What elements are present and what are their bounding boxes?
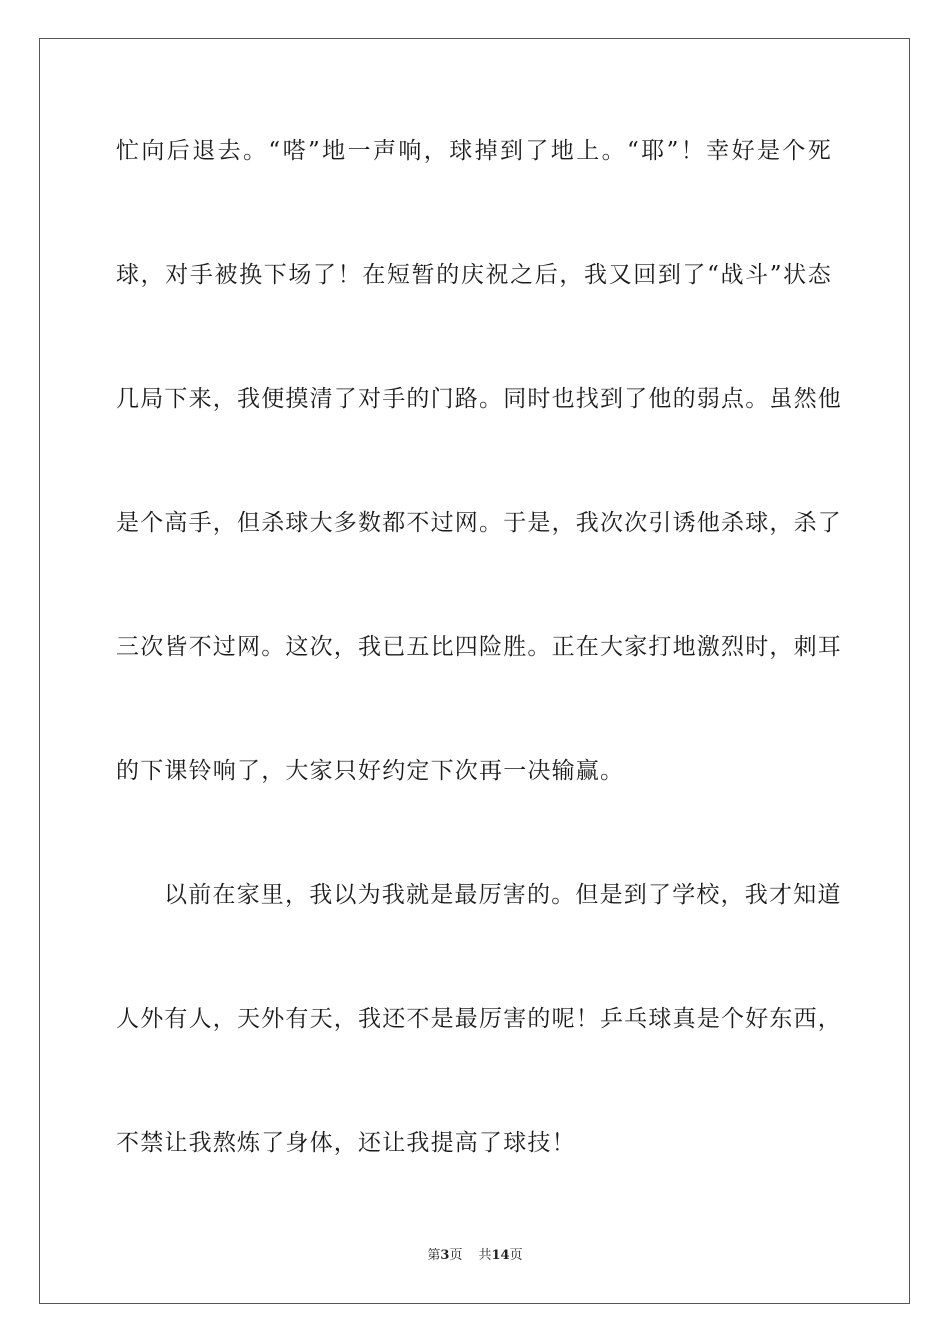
page-suffix: 页 (449, 1248, 463, 1263)
document-body (116, 125, 842, 1241)
text-line: 的下课铃响了，大家只好约定下次再一决输赢。 (116, 758, 625, 784)
page-footer (0, 1246, 950, 1266)
text-line: 几局下来，我便摸清了对手的门路。同时也找到了他的弱点。虽然他 (116, 386, 842, 412)
page-prefix: 第 (427, 1248, 441, 1263)
total-prefix: 共 (478, 1248, 492, 1263)
text-line: 不禁让我熬炼了身体，还让我提高了球技！ (116, 1130, 576, 1156)
page-number: 3 (440, 1248, 450, 1263)
text-line: 忙向后退去。“嗒”地一声响，球掉到了地上。“耶”！幸好是个死 (116, 138, 832, 164)
text-line: 是个高手，但杀球大多数都不过网。于是，我次次引诱他杀球，杀了 (116, 510, 842, 536)
text-line: 球，对手被换下场了！在短暂的庆祝之后，我又回到了“战斗”状态 (116, 262, 832, 288)
text-line: 三次皆不过网。这次，我已五比四险胜。正在大家打地激烈时，刺耳 (116, 634, 842, 660)
text-line: 人外有人，天外有天，我还不是最厉害的呢！乒乓球真是个好东西， (116, 1006, 842, 1032)
total-suffix: 页 (509, 1248, 523, 1263)
text-line: 以前在家里，我以为我就是最厉害的。但是到了学校，我才知道 (164, 882, 842, 908)
total-pages: 14 (491, 1248, 510, 1263)
